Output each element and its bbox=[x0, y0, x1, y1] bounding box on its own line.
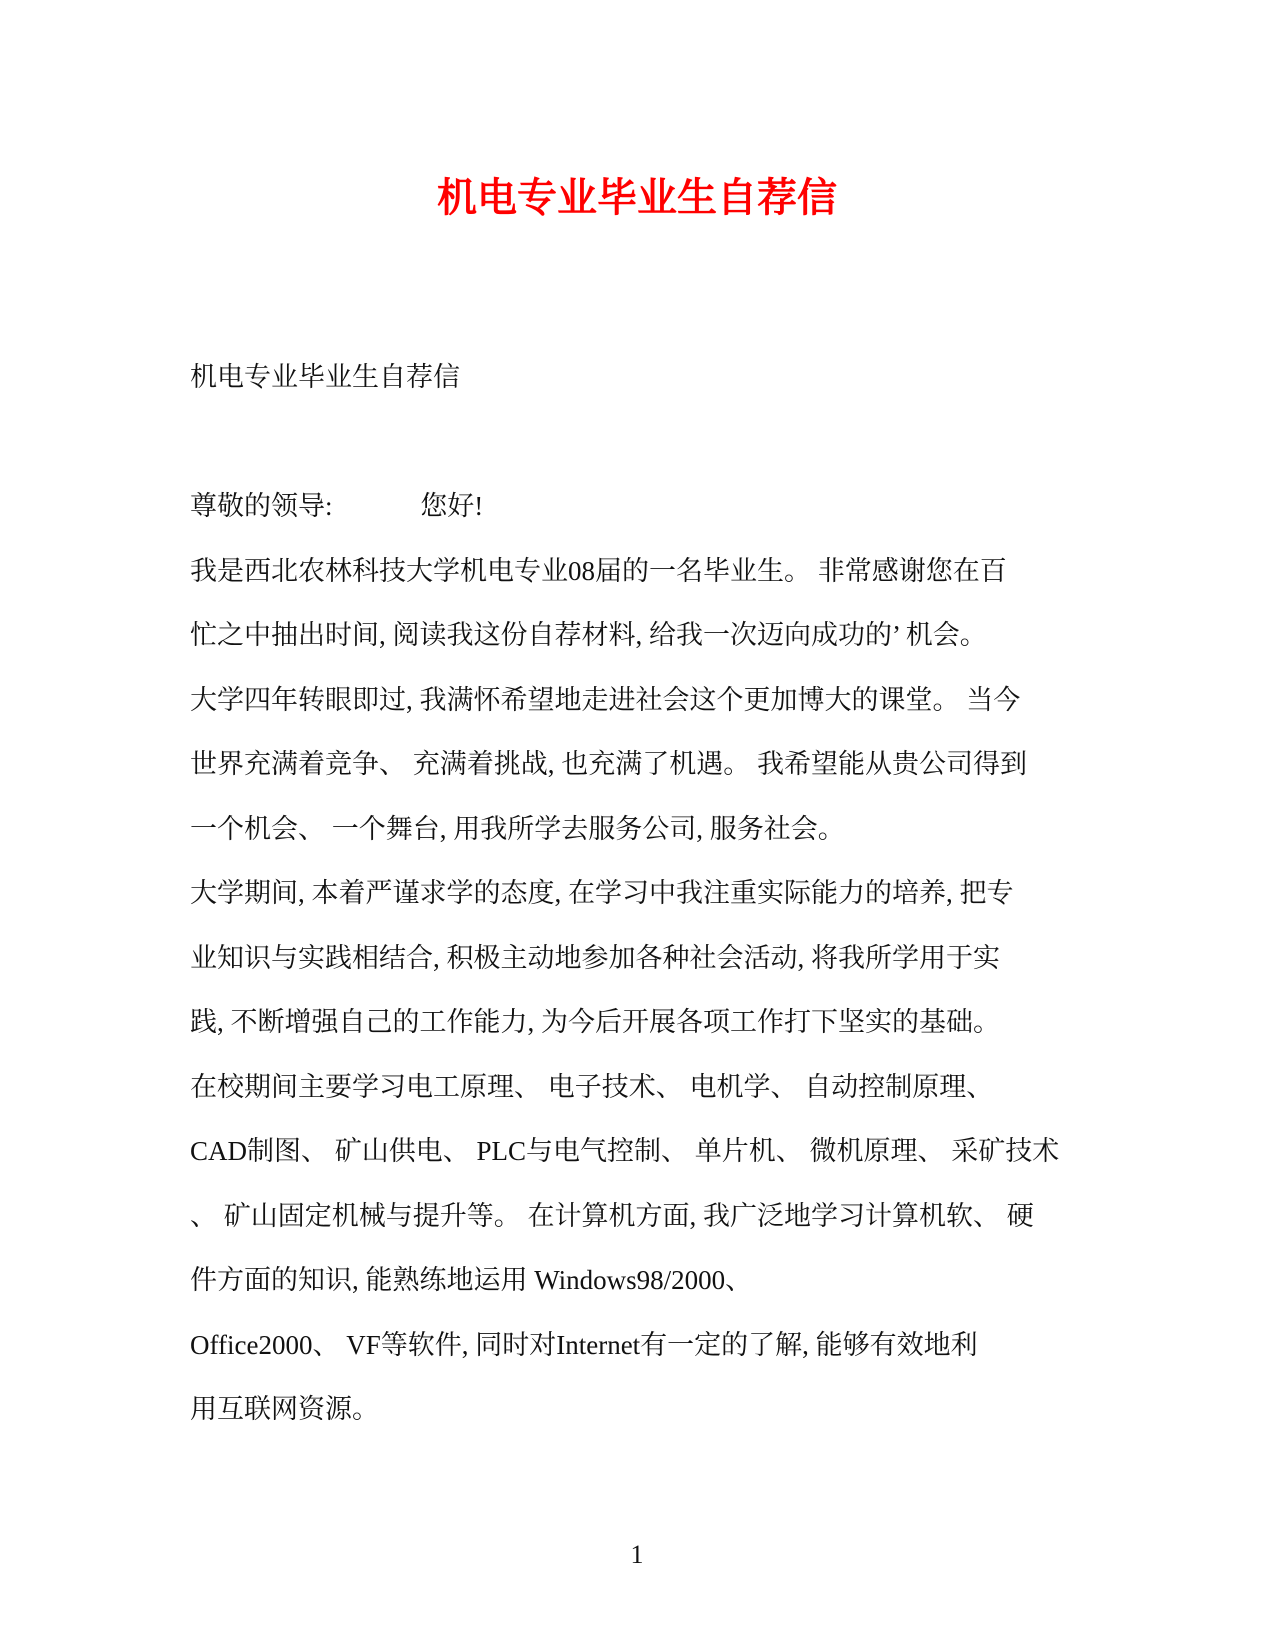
text-line: 在校期间主要学习电工原理、 电子技术、 电机学、 自动控制原理、 bbox=[190, 1071, 994, 1102]
text-line: CAD制图、 矿山供电、 PLC与电气控制、 单片机、 微机原理、 采矿技术 bbox=[190, 1136, 1060, 1166]
text-line: 机电专业毕业生自荐信 bbox=[190, 362, 460, 392]
text-line: Office2000、 VF等软件, 同时对Internet有一定的了解, 能够有效地利 bbox=[190, 1329, 978, 1360]
text-line: 大学期间, 本着严谨求学的态度, 在学习中我注重实际能力的培养, 把专 bbox=[190, 878, 1014, 908]
text-line: 我是西北农林科技大学机电专业08届的一名毕业生。 非常感谢您在百 bbox=[190, 555, 1007, 586]
text-line-salutation: 尊敬的领导: 您好! bbox=[190, 491, 484, 521]
text-line-blank bbox=[190, 410, 1090, 475]
document-body bbox=[190, 345, 1090, 1442]
text-line: 用互联网资源。 bbox=[190, 1394, 379, 1424]
document-title: 机电专业毕业生自荐信 bbox=[437, 175, 837, 220]
text-line: 大学四年转眼即过, 我满怀希望地走进社会这个更加博大的课堂。 当今 bbox=[190, 684, 1021, 715]
text-line: 忙之中抽出时间, 阅读我这份自荐材料, 给我一次迈向成功的’ 机会。 bbox=[190, 620, 987, 650]
text-line: 、 矿山固定机械与提升等。 在计算机方面, 我广泛地学习计算机软、 硬 bbox=[190, 1200, 1034, 1231]
text-line: 践, 不断增强自己的工作能力, 为今后开展各项工作打下坚实的基础。 bbox=[190, 1007, 1000, 1037]
text-line: 件方面的知识, 能熟练地运用 Windows98/2000、 bbox=[190, 1265, 753, 1295]
text-line: 业知识与实践相结合, 积极主动地参加各种社会活动, 将我所学用于实 bbox=[190, 942, 1000, 973]
page-number: 1 bbox=[630, 1540, 644, 1569]
text-line: 一个机会、 一个舞台, 用我所学去服务公司, 服务社会。 bbox=[190, 813, 845, 844]
text-line: 世界充满着竞争、 充满着挑战, 也充满了机遇。 我希望能从贵公司得到 bbox=[190, 749, 1027, 779]
